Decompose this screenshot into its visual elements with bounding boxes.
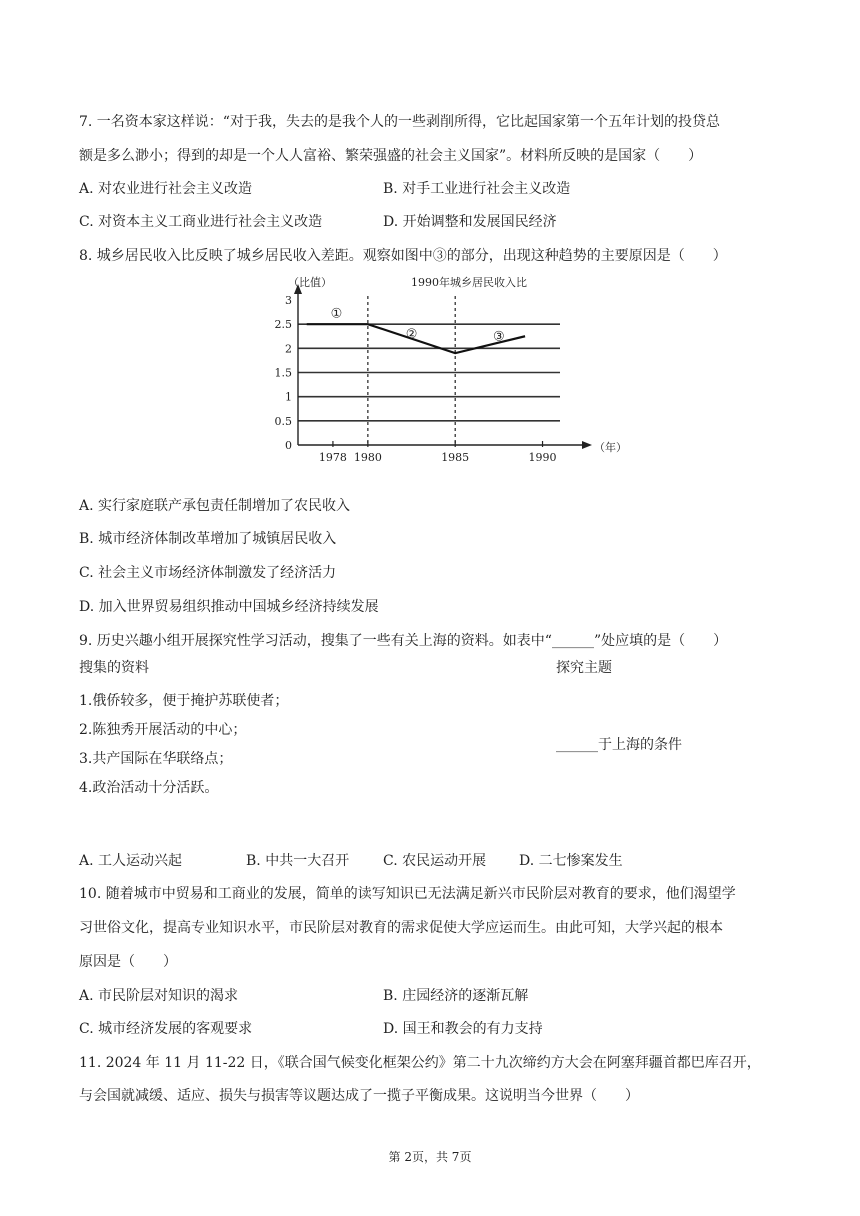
q7-stem-line2: 额是多么渺小；得到的却是一个人人富裕、繁荣强盛的社会主义国家”。材料所反映的是国家（ ） (79, 148, 703, 164)
q9-theme-cell: ______于上海的条件 (556, 737, 682, 753)
y-tick-label: 0 (285, 439, 292, 452)
page-footer: 第 2页，共 7页 (388, 1150, 472, 1164)
y-tick-label: 1 (285, 390, 292, 404)
q9-table-header-materials: 搜集的资料 (79, 660, 149, 676)
period-annotation: ③ (493, 329, 505, 345)
q8-stem: 8. 城乡居民收入比反映了城乡居民收入差距。观察如图中③的部分，出现这种趋势的主要原因是（ ） (79, 248, 727, 264)
q7-option-a: A. 对农业进行社会主义改造 (79, 181, 253, 197)
y-tick-label: 2.5 (274, 318, 292, 332)
q7-option-b: B. 对手工业进行社会主义改造 (383, 181, 571, 197)
q8-option-b: B. 城市经济体制改革增加了城镇居民收入 (79, 531, 337, 547)
x-tick-label: 1985 (441, 451, 470, 464)
y-tick-label: 2 (285, 342, 292, 356)
q10-option-d: D. 国王和教会的有力支持 (383, 1021, 543, 1037)
q10-option-c: C. 城市经济发展的客观要求 (79, 1021, 253, 1037)
q10-option-b: B. 庄园经济的逐渐瓦解 (383, 988, 529, 1004)
q10-stem-line1: 10. 随着城市中贸易和工商业的发展，简单的读写知识已无法满足新兴市民阶层对教育的要求，他们渴望学 (79, 886, 736, 902)
q9-option-b: B. 中共一大召开 (246, 853, 350, 869)
chart-title: 1990年城乡居民收入比 (411, 276, 527, 289)
q9-stem: 9. 历史兴趣小组开展探究性学习活动，搜集了一些有关上海的资料。如表中“______”处应填的是（ ） (79, 633, 728, 649)
y-tick-label: 1.5 (274, 366, 292, 380)
q11-stem-line2: 与会国就减缓、适应、损失与损害等议题达成了一揽子平衡成果。这说明当今世界（ ） (79, 1088, 639, 1104)
income-ratio-chart (260, 270, 627, 470)
q9-option-c: C. 农民运动开展 (383, 853, 487, 869)
q9-material-4: 4.政治活动十分活跃。 (79, 780, 219, 796)
q11-stem-line1: 11. 2024 年 11 月 11-22 日，《联合国气候变化框架公约》第二十九次缔约方大会在阿塞拜疆首都巴库召开， (79, 1055, 761, 1071)
q7-option-c: C. 对资本主义工商业进行社会主义改造 (79, 214, 323, 230)
q9-option-a: A. 工人运动兴起 (79, 853, 183, 869)
x-axis-arrow (582, 441, 592, 449)
y-axis-title: （比值） (288, 276, 332, 289)
q10-stem-line2: 习世俗文化，提高专业知识水平，市民阶层对教育的需求促使大学应运而生。由此可知，大学兴起的根本 (79, 920, 723, 936)
x-tick-label: 1978 (318, 451, 347, 464)
x-tick-label: 1990 (528, 451, 557, 464)
q7-option-d: D. 开始调整和发展国民经济 (383, 214, 557, 230)
x-axis-title: （年） (594, 441, 627, 454)
q8-option-d: D. 加入世界贸易组织推动中国城乡经济持续发展 (79, 599, 379, 615)
q8-option-c: C. 社会主义市场经济体制激发了经济活力 (79, 565, 337, 581)
q9-material-3: 3.共产国际在华联络点； (79, 751, 233, 767)
y-tick-label: 3 (285, 294, 292, 307)
x-tick-label: 1980 (353, 451, 382, 464)
q9-material-1: 1.俄侨较多，便于掩护苏联使者； (79, 693, 289, 709)
q10-option-a: A. 市民阶层对知识的渴求 (79, 988, 239, 1004)
period-annotation: ② (405, 326, 418, 342)
q9-option-d: D. 二七惨案发生 (519, 853, 623, 869)
q10-stem-line3: 原因是（ ） (79, 954, 177, 970)
y-tick-label: 0.5 (274, 414, 292, 428)
q8-option-a: A. 实行家庭联产承包责任制增加了农民收入 (79, 498, 351, 514)
q9-material-2: 2.陈独秀开展活动的中心； (79, 722, 247, 738)
chart-labels (275, 275, 628, 464)
period-annotation: ① (330, 306, 343, 322)
q7-stem-line1: 7. 一名资本家这样说：“对于我，失去的是我个人的一些剥削所得，它比起国家第一个五年计划的投贷总 (79, 114, 720, 130)
q9-table-header-theme: 探究主题 (556, 660, 612, 676)
